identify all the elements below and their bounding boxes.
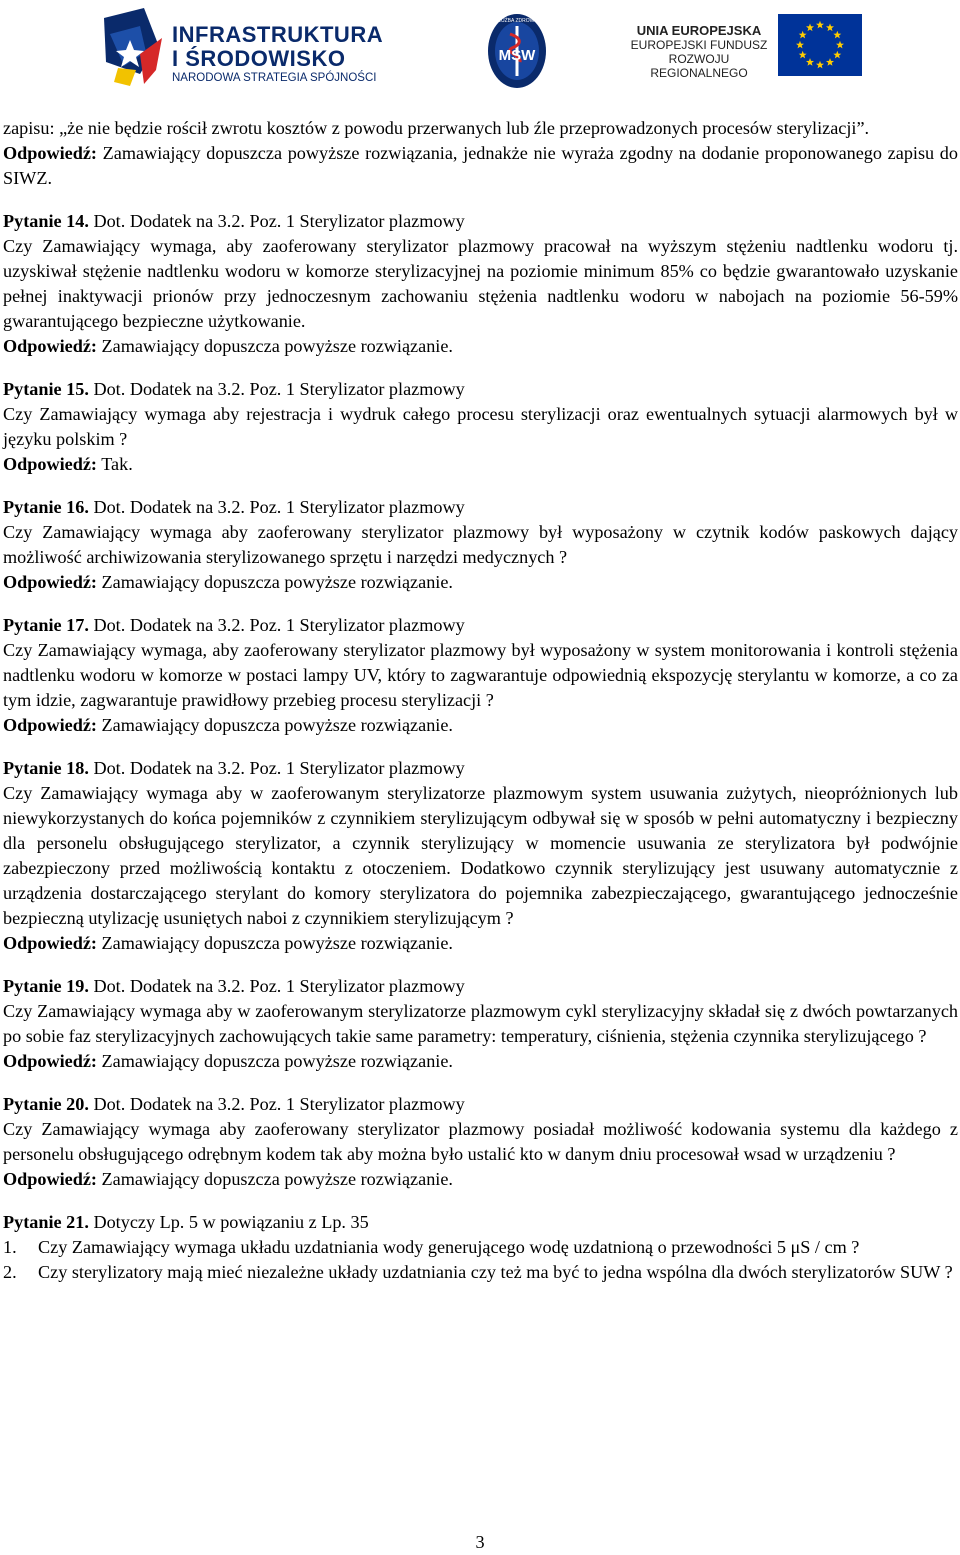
- ue-line3: ROZWOJU REGIONALNEGO: [650, 52, 748, 80]
- question-heading: Pytanie 15. Dot. Dodatek na 3.2. Poz. 1 Sterylizator plazmowy: [3, 379, 465, 399]
- ue-line1: UNIA EUROPEJSKA: [636, 23, 762, 38]
- list-item: [3, 1235, 958, 1260]
- ue-line2: EUROPEJSKI FUNDUSZ: [630, 38, 768, 52]
- answer: Odpowiedź: Tak.: [3, 454, 133, 474]
- list-text: Czy sterylizatory mają mieć niezależne układy uzdatniania czy też ma być to jedna wspólna dla dwóch sterylizatorów SUW ?: [38, 1262, 953, 1282]
- answer: Odpowiedź: Zamawiający dopuszcza powyższe rozwiązanie.: [3, 572, 453, 592]
- answer: Odpowiedź: Zamawiający dopuszcza powyższe rozwiązanie.: [3, 715, 453, 735]
- answer: Odpowiedź: Zamawiający dopuszcza powyższe rozwiązanie.: [3, 1169, 453, 1189]
- question-text: Czy Zamawiający wymaga aby rejestracja i wydruk całego procesu sterylizacji oraz ewentualnych sytuacji alarmowych był w języku polskim ?: [3, 404, 958, 449]
- question-15: [3, 377, 958, 477]
- question-heading: Pytanie 17. Dot. Dodatek na 3.2. Poz. 1 Sterylizator plazmowy: [3, 615, 465, 635]
- question-19: [3, 974, 958, 1074]
- question-heading: Pytanie 16. Dot. Dodatek na 3.2. Poz. 1 Sterylizator plazmowy: [3, 497, 465, 517]
- question-heading: Pytanie 19. Dot. Dodatek na 3.2. Poz. 1 Sterylizator plazmowy: [3, 976, 465, 996]
- question-21: [3, 1210, 958, 1285]
- question-14: [3, 209, 958, 359]
- continuation-answer: Odpowiedź: Zamawiający dopuszcza powyższe rozwiązania, jednakże nie wyraża zgodny na dodanie proponowanego zapisu do SIWZ.: [3, 143, 958, 188]
- continuation-text: zapisu: „że nie będzie rościł zwrotu kosztów z powodu przerwanych lub źle przeprowadzonych procesów sterylizacji”.: [3, 118, 870, 138]
- question-heading: Pytanie 14. Dot. Dodatek na 3.2. Poz. 1 Sterylizator plazmowy: [3, 211, 465, 231]
- logo-is-line3: NARODOWA STRATEGIA SPÓJNOŚCI: [172, 72, 377, 84]
- page-number: 3: [475, 1532, 485, 1552]
- question-heading: Pytanie 20. Dot. Dodatek na 3.2. Poz. 1 Sterylizator plazmowy: [3, 1094, 465, 1114]
- question-text: Czy Zamawiający wymaga aby zaoferowany sterylizator plazmowy był wyposażony w czytnik kodów paskowych dający możliwość archiwizowania sterylizowanego sprzętu i narzędzi medycznych ?: [3, 522, 958, 567]
- question-16: [3, 495, 958, 595]
- list-number: 1.: [3, 1237, 17, 1257]
- eu-flag-icon: [778, 14, 862, 76]
- answer: Odpowiedź: Zamawiający dopuszcza powyższe rozwiązanie.: [3, 933, 453, 953]
- question-heading: Pytanie 18. Dot. Dodatek na 3.2. Poz. 1 Sterylizator plazmowy: [3, 758, 465, 778]
- question-17: [3, 613, 958, 738]
- question-text: Czy Zamawiający wymaga aby w zaoferowanym sterylizatorze plazmowym cykl sterylizacyjny składał się z dwóch powtarzanych po sobie faz sterylizacyjnych zachowujących takie same parametry: temperatury, ciśnienia, stężenia czynnika sterylizującego ?: [3, 1001, 958, 1046]
- msw-ring-text: SŁUŻBA ZDROWIA: [494, 18, 540, 24]
- question-20: [3, 1092, 958, 1192]
- ue-text-block: [624, 24, 774, 80]
- infrastruktura-i-srodowisko-logo: [100, 4, 390, 88]
- question-text: Czy Zamawiający wymaga, aby zaoferowany sterylizator plazmowy był wyposażony w system monitorowania i kontroli stężenia nadtlenku wodoru w komorze w postaci lampy UV, który to zagwarantuje odpowiednią ekspozycję sterylantu w komorze, a co za tym idzie, zagwarantuje prawidłowy przebieg procesu sterylizacji ?: [3, 640, 958, 710]
- page-header: [0, 0, 960, 100]
- document-body: [3, 116, 958, 1285]
- question-text: Czy Zamawiający wymaga aby zaoferowany sterylizator plazmowy posiadał możliwość kodowania systemu dla każdego z personelu obsługującego odrębnym kodem tak aby można było ustalić kto w danym dniu procesował wsad w urządzeniu ?: [3, 1119, 958, 1164]
- list-text: Czy Zamawiający wymaga układu uzdatniania wody generującego wodę uzdatnioną o przewodności 5 μS / cm ?: [38, 1237, 860, 1257]
- logo-is-line1: INFRASTRUKTURA: [172, 22, 384, 47]
- nss-star-icon: [100, 4, 170, 88]
- question-18: [3, 756, 958, 956]
- question-text: Czy Zamawiający wymaga aby w zaoferowanym sterylizatorze plazmowym system usuwania zużytych, nieopróżnionych lub niewykorzystanych do końca pojemników z czynnikiem sterylizującym odbywał się w sposób w pełni automatyczny i bezpieczny dla personelu obsługującego sterylizator, a czynnik sterylizujący w momencie usuwania ze sterylizatora był podwójnie zabezpieczony przed możliwością kontaktu z otoczeniem. Dodatkowo czynnik sterylizujący jest usuwany automatycznie z urządzenia dostarczającego sterylant do komory sterylizatora do pojemnika zabezpieczającego, gwarantującego jednocześnie bezpieczną utylizację usuniętych naboi z czynnikiem sterylizującym ?: [3, 783, 958, 928]
- answer: Odpowiedź: Zamawiający dopuszcza powyższe rozwiązanie.: [3, 1051, 453, 1071]
- logo-is-line2: I ŚRODOWISKO: [172, 46, 346, 71]
- list-number: 2.: [3, 1262, 17, 1282]
- answer: Odpowiedź: Zamawiający dopuszcza powyższe rozwiązanie.: [3, 336, 453, 356]
- question-heading: Pytanie 21. Dotyczy Lp. 5 w powiązaniu z Lp. 35: [3, 1212, 369, 1232]
- msw-health-service-logo: [486, 12, 548, 90]
- msw-letters: MSW: [498, 47, 536, 64]
- eu-erdf-logo: [586, 2, 866, 90]
- question-text: Czy Zamawiający wymaga, aby zaoferowany sterylizator plazmowy pracował na wyższym stężeniu nadtlenku wodoru tj. uzyskiwał stężenie nadtlenku wodoru w komorze sterylizacyjnej na poziomie minimum 85% co będzie gwarantowało uzyskanie pełnej inaktywacji prionów przy jednoczesnym zachowaniu stężenia nadtlenku wodoru w nabojach na poziomie 56-59% gwarantującego bezpieczne użytkowanie.: [3, 236, 958, 331]
- list-item: [3, 1260, 958, 1285]
